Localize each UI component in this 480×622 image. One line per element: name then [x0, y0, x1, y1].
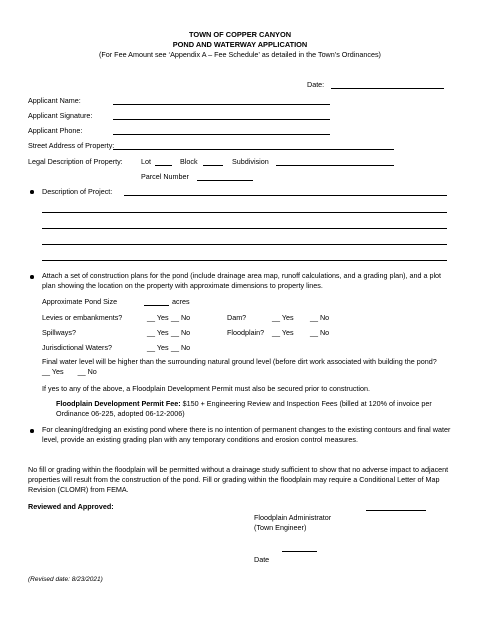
project-description-line-5[interactable] — [42, 260, 447, 261]
approval-date-field[interactable] — [282, 551, 317, 552]
levies-no[interactable]: __ No — [171, 313, 191, 322]
form-subtitle: (For Fee Amount see ‘Appendix A – Fee Schedule’ as detailed in the Town’s Ordinances) — [99, 50, 381, 59]
project-description-line-4[interactable] — [42, 244, 447, 245]
plans-instructions: Attach a set of construction plans for the pond (include drainage area map, runoff calculations, and a grading plan), and a plot plan showing the location on the property with approximate dimensions to property lines. — [42, 271, 442, 290]
no-fill-notice: No fill or grading within the floodplain will be permitted without a drainage study sufficient to show that no adverse impact to adjacent properties will result from the construction of the pond. Fill or grading within the floodplain may require a Conditional Letter of Map Revision (CLOMR) from FEMA. — [28, 465, 449, 494]
admin-signature-field[interactable] — [366, 510, 426, 511]
permit-fee-text: $150 + Engineering Review and Inspection Fees (billed at 120% of invoice per Ordinance 06-225, adopted 06-12-2006) — [56, 399, 432, 418]
applicant-signature-field[interactable] — [113, 119, 330, 120]
admin-subtitle: (Town Engineer) — [254, 523, 307, 532]
jurisdictional-no[interactable]: __ No — [171, 343, 191, 352]
levies-yes[interactable]: __ Yes — [147, 313, 169, 322]
spillways-label: Spillways? — [42, 328, 76, 337]
block-label: Block — [180, 157, 198, 166]
dam-no[interactable]: __ No — [310, 313, 330, 322]
parcel-number-field[interactable] — [197, 180, 253, 181]
project-description-line-1[interactable] — [124, 195, 447, 196]
pond-size-field[interactable] — [144, 305, 169, 306]
applicant-phone-field[interactable] — [113, 134, 330, 135]
street-address-label: Street Address of Property: — [28, 141, 115, 150]
bullet-icon — [30, 190, 34, 194]
jurisdictional-yes[interactable]: __ Yes — [147, 343, 169, 352]
project-description-label: Description of Project: — [42, 187, 113, 196]
reviewed-approved-label: Reviewed and Approved: — [28, 502, 114, 511]
subdivision-label: Subdivision — [232, 157, 269, 166]
block-field[interactable] — [203, 165, 223, 166]
applicant-signature-label: Applicant Signature: — [28, 111, 93, 120]
bullet-icon — [30, 275, 34, 279]
town-name: TOWN OF COPPER CANYON — [188, 30, 292, 39]
floodplain-label: Floodplain? — [227, 328, 265, 337]
water-level-text: Final water level will be higher than the surrounding natural ground level (before dirt work associated with building the pond? — [42, 357, 437, 366]
water-level-yes[interactable]: __ Yes — [42, 367, 64, 376]
water-level-question — [42, 357, 452, 377]
applicant-name-label: Applicant Name: — [28, 96, 81, 105]
water-level-no[interactable]: __ No — [77, 367, 97, 376]
dam-yes[interactable]: __ Yes — [272, 313, 294, 322]
levies-label: Levies or embankments? — [42, 313, 123, 322]
pond-size-label: Approximate Pond Size — [42, 297, 118, 306]
acres-label: acres — [172, 297, 190, 306]
legal-description-label: Legal Description of Property: — [28, 157, 123, 166]
floodplain-yes[interactable]: __ Yes — [272, 328, 294, 337]
applicant-name-field[interactable] — [113, 104, 330, 105]
admin-title: Floodplain Administrator — [254, 513, 332, 522]
dam-label: Dam? — [227, 313, 247, 322]
spillways-yes[interactable]: __ Yes — [147, 328, 169, 337]
jurisdictional-label: Jurisdictional Waters? — [42, 343, 113, 352]
subdivision-field[interactable] — [276, 165, 394, 166]
bullet-icon — [30, 429, 34, 433]
approval-date-label: Date — [254, 555, 270, 564]
revised-date: (Revised date: 8/23/2021) — [28, 576, 103, 583]
date-label: Date: — [307, 80, 325, 89]
parcel-number-label: Parcel Number — [141, 172, 189, 181]
lot-field[interactable] — [155, 165, 172, 166]
spillways-no[interactable]: __ No — [171, 328, 191, 337]
floodplain-no[interactable]: __ No — [310, 328, 330, 337]
project-description-line-3[interactable] — [42, 228, 447, 229]
permit-fee — [56, 399, 452, 419]
date-field[interactable] — [331, 88, 444, 89]
form-title: POND AND WATERWAY APPLICATION — [172, 40, 308, 49]
cleaning-instructions: For cleaning/dredging an existing pond where there is no intention of permanent changes to the existing contours and final water level, provide an existing grading plan with any temporary conditions and erosion control measures. — [42, 425, 451, 444]
permit-fee-label: Floodplain Development Permit Fee: — [56, 399, 181, 408]
project-description-line-2[interactable] — [42, 212, 447, 213]
street-address-field[interactable] — [113, 149, 394, 150]
if-yes-notice: If yes to any of the above, a Floodplain Development Permit must also be secured prior to construction. — [42, 384, 370, 393]
applicant-phone-label: Applicant Phone: — [28, 126, 83, 135]
lot-label: Lot — [141, 157, 151, 166]
